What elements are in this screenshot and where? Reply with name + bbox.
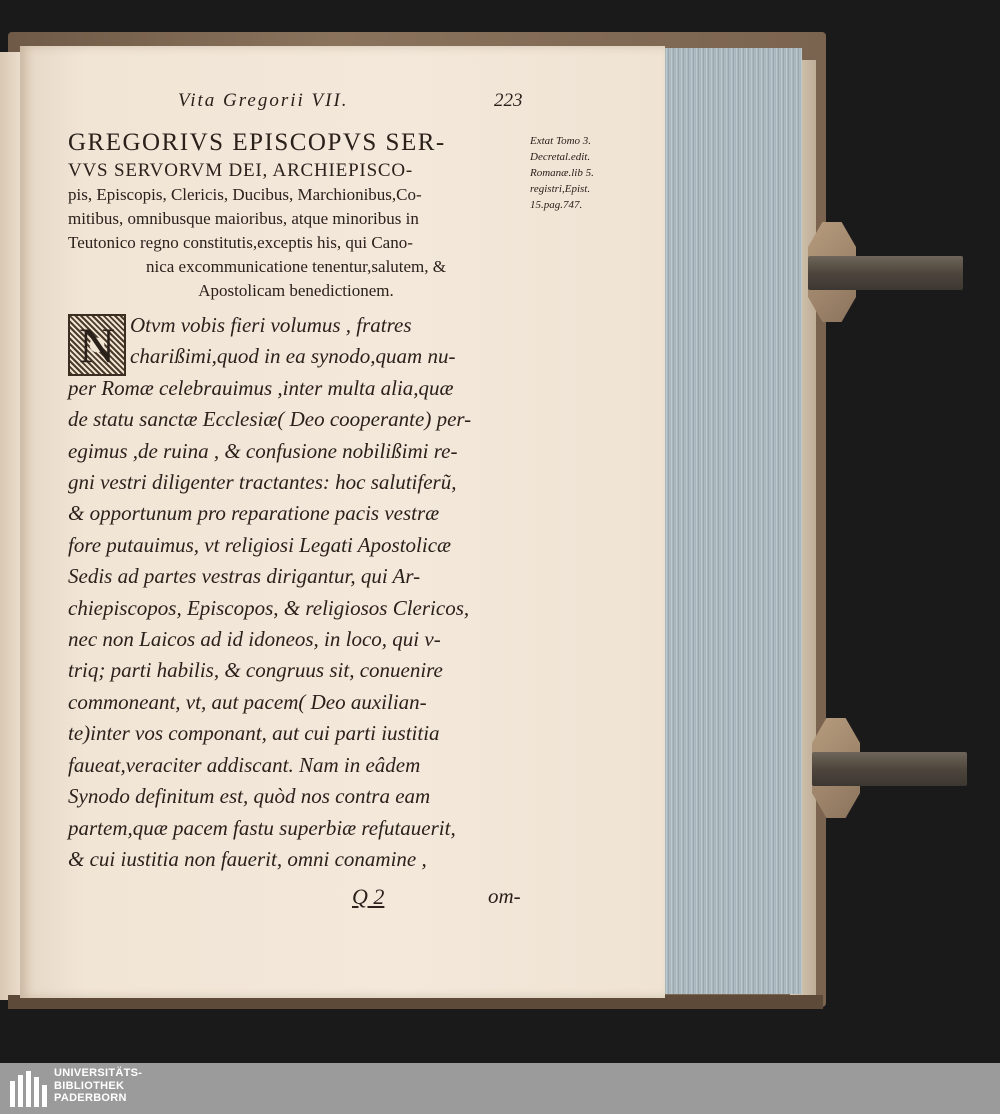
body-line: partem,quæ pacem fastu superbiæ refutauerit, <box>68 815 456 840</box>
library-name-line: UNIVERSITÄTS- <box>54 1067 143 1079</box>
library-footer <box>0 1063 1000 1114</box>
body-line: chiepiscopos, Episcopos, & religiosos Clericos, <box>68 595 470 620</box>
drop-cap: N <box>68 314 126 376</box>
body-line: egimus ,de ruina , & confusione nobilißimi re- <box>68 438 458 463</box>
clasp-top-icon <box>808 222 968 322</box>
library-logo-icon <box>8 1069 48 1109</box>
body-line: & cui iustitia non fauerit, omni conamine , <box>68 846 427 871</box>
body-line: triq; parti habilis, & congruus sit, conuenire <box>68 658 443 683</box>
left-page-edge <box>0 52 21 1000</box>
heading-line: Teutonico regno constitutis,exceptis his, qui Cano- <box>68 233 413 252</box>
library-name-line: PADERBORN <box>54 1092 127 1104</box>
signature-mark: Q 2 <box>352 884 385 909</box>
body-line: nec non Laicos ad id idoneos, in loco, qui v- <box>68 627 441 652</box>
library-name-line: BIBLIOTHEK <box>54 1079 125 1092</box>
body-line: commoneant, vt, aut pacem( Deo auxilian- <box>68 689 427 714</box>
letter-body <box>68 310 530 875</box>
heading-line: GREGORIVS EPISCOPVS SER- <box>68 129 446 156</box>
page-fore-edge <box>658 48 802 994</box>
heading-line: nica excommunicatione tenentur,salutem, & <box>145 257 447 276</box>
body-line: & opportunum pro reparatione pacis vestræ <box>68 501 440 526</box>
side-note-line: Romanæ.lib 5. <box>530 167 594 179</box>
side-note-line: Decretal.edit. <box>530 151 591 163</box>
body-line: per Romæ celebrauimus ,inter multa alia,quæ <box>68 375 454 400</box>
side-note-line: 15.pag.747. <box>530 199 583 211</box>
page-number: 223 <box>494 90 523 111</box>
body-line: gni vestri diligenter tractantes: hoc salutiferũ, <box>68 470 457 495</box>
body-line: Otvm vobis fieri volumus , fratres <box>130 313 412 337</box>
clasp-bottom-icon <box>812 718 976 818</box>
side-note-line: registri,Epist. <box>530 183 591 195</box>
heading-line: mitibus, omnibusque maioribus, atque minoribus in <box>68 209 419 228</box>
running-head: Vita Gregorii VII. <box>178 90 349 111</box>
heading-line: VVS SERVORVM DEI, ARCHIEPISCO- <box>68 160 414 181</box>
library-name <box>54 1067 142 1105</box>
heading-line: Apostolicam benedictionem. <box>198 281 394 300</box>
body-line: faueat,veraciter addiscant. Nam in eâdem <box>68 752 421 777</box>
body-line: de statu sanctæ Ecclesiæ( Deo cooperante) per- <box>68 407 472 432</box>
body-line: charißimi,quod in ea synodo,quam nu- <box>130 344 456 369</box>
heading-line: pis, Episcopis, Clericis, Ducibus, Marchionibus,Co- <box>68 185 422 204</box>
body-line: te)inter vos componant, aut cui parti iustitia <box>68 721 440 746</box>
letter-heading <box>68 128 524 303</box>
body-line: Synodo definitum est, quòd nos contra eam <box>68 784 431 809</box>
side-note <box>530 133 630 213</box>
body-line: Sedis ad partes vestras dirigantur, qui Ar- <box>68 564 421 589</box>
catchword: om- <box>488 884 521 908</box>
body-line: fore putauimus, vt religiosi Legati Apostolicæ <box>68 532 452 557</box>
side-note-line: Extat Tomo 3. <box>530 135 592 147</box>
